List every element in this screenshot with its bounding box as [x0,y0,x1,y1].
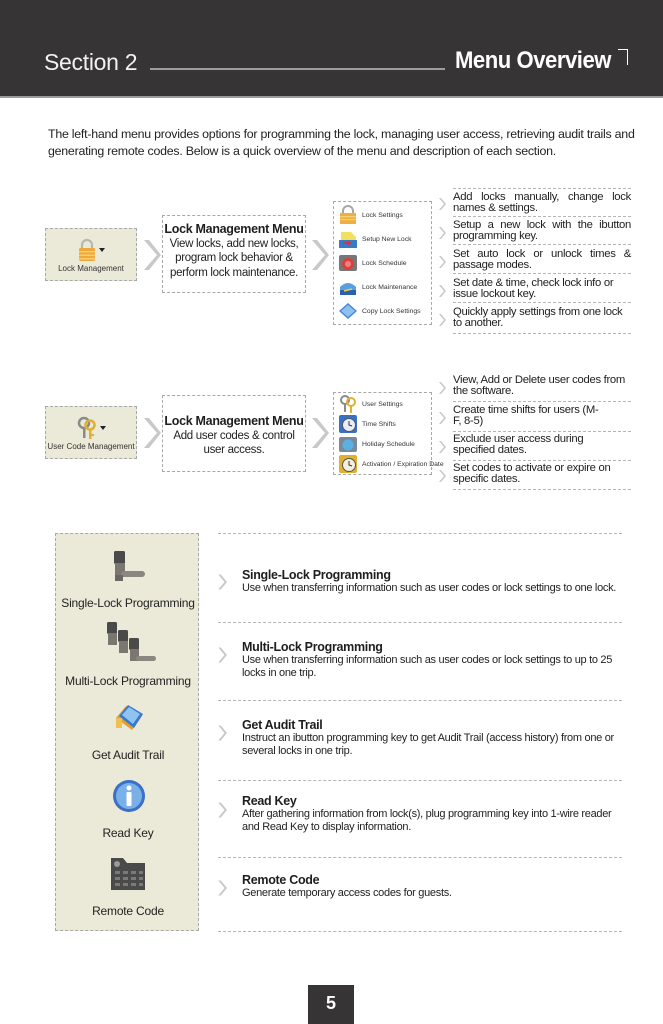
chevron-right-icon [141,416,163,450]
page-header [0,0,663,98]
menu-card-desc: Add user codes & control user access. [173,429,295,456]
info-icon [111,778,147,814]
lock-management-menu-card [162,215,306,293]
chevron-right-icon [141,238,163,272]
divider [218,931,622,932]
lock-management-submenu [333,201,432,325]
padlock-icon [78,238,96,262]
detail-get-audit-trail: Get Audit Trail Instruct an ibutton programming key to get Audit Trail (access history) from one or several locks in one trip. [242,718,614,757]
dropdown-arrow-icon [99,248,105,252]
chevron-right-icon [217,801,227,819]
detail-read-key: Read Key After gathering information from lock(s), plug programming key into 1-wire reader and Read Key to display information. [242,794,612,833]
schedule-icon [338,253,358,273]
submenu-item-lock-settings[interactable]: Lock Settings [338,205,403,225]
desc-lock-maintenance: Set date & time, check lock info or issue lockout key. [453,278,631,303]
activation-clock-icon [338,454,358,474]
divider [218,700,622,701]
header-rule [150,68,445,70]
user-code-submenu [333,392,444,475]
single-lock-icon [109,548,149,588]
chevron-right-icon [438,197,446,211]
desc-setup-new-lock: Setup a new lock with the ibutton programming key. [453,220,631,245]
chevron-right-icon [438,381,446,395]
user-code-management-button[interactable] [45,406,137,459]
desc-activation-expiration: Set codes to activate or expire on specific dates. [453,463,631,490]
main-menu-item-multi-lock-programming[interactable]: Multi-Lock Programming [56,620,200,692]
chevron-right-icon [217,646,227,664]
audit-trail-icon [112,702,146,736]
detail-multi-lock-programming: Multi-Lock Programming Use when transferring information such as user codes or lock settings to up to 25 locks in one trip. [242,640,613,679]
submenu-item-setup-new-lock[interactable]: Setup New Lock [338,229,412,249]
submenu-item-time-shifts[interactable]: Time Shifts [338,414,396,434]
divider [218,780,622,781]
lock-management-button[interactable] [45,228,137,281]
keys-icon [338,394,358,414]
main-menu-panel [55,533,199,931]
chevron-right-icon [438,440,446,454]
chevron-right-icon [217,573,227,591]
chevron-right-icon [217,724,227,742]
detail-remote-code: Remote Code Generate temporary access codes for guests. [242,873,452,899]
page-number: 5 [308,985,354,1024]
submenu-item-activation-expiration-date[interactable]: Activation / Expiration Date [338,454,444,474]
copy-icon [338,301,358,321]
intro-paragraph: The left-hand menu provides options for programming the lock, managing user access, retrieving audit trails and generating remote codes. Below is a quick overview of the menu and description of each section. [48,127,635,158]
padlock-icon [338,205,358,225]
divider [218,857,622,858]
page-title: Menu Overview [455,47,611,74]
menu-card-title: Lock Management Menu [164,222,304,236]
desc-holiday-schedule: Exclude user access during specified dates. [453,434,631,461]
chevron-right-icon [438,284,446,298]
multi-lock-icon [104,620,158,668]
setup-lock-icon [338,229,358,249]
keypad-icon [109,856,147,892]
holiday-icon [338,434,358,454]
desc-copy-lock-settings: Quickly apply settings from one lock to another. [453,307,631,334]
lock-management-label: Lock Management [58,264,124,273]
menu-card-desc: View locks, add new locks, program lock behavior & perform lock maintenance. [169,237,299,279]
title-corner-mark [618,49,628,65]
chevron-right-icon [438,469,446,483]
desc-lock-schedule: Set auto lock or unlock times & passage modes. [453,249,631,274]
menu-card-title: Lock Management Menu [164,414,304,428]
submenu-item-user-settings[interactable]: User Settings [338,394,403,414]
divider [218,622,622,623]
section-label: Section 2 [44,49,138,75]
desc-lock-settings: Add locks manually, change lock names & settings. [453,192,631,217]
main-menu-item-read-key[interactable]: Read Key [56,778,200,850]
chevron-right-icon [309,238,331,272]
main-menu-item-single-lock-programming[interactable]: Single-Lock Programming [56,544,200,614]
divider [218,533,622,534]
chevron-right-icon [438,255,446,269]
dropdown-arrow-icon [100,426,106,430]
user-code-menu-card [162,395,306,472]
submenu-item-lock-schedule[interactable]: Lock Schedule [338,253,407,273]
desc-time-shifts: Create time shifts for users (M-F, 8-5) [453,405,631,432]
submenu-item-holiday-schedule[interactable]: Holiday Schedule [338,434,415,454]
detail-single-lock-programming: Single-Lock Programming Use when transferring information such as user codes or lock settings to one lock. [242,568,617,594]
chevron-right-icon [438,313,446,327]
chevron-right-icon [438,226,446,240]
main-menu-item-get-audit-trail[interactable]: Get Audit Trail [56,700,200,772]
chevron-right-icon [309,416,331,450]
desc-user-settings: View, Add or Delete user codes from the software. [453,375,631,402]
maintenance-icon [338,277,358,297]
submenu-item-lock-maintenance[interactable]: Lock Maintenance [338,277,417,297]
keys-icon [77,416,97,440]
submenu-item-copy-lock-settings[interactable]: Copy Lock Settings [338,301,421,321]
clock-icon [338,414,358,434]
chevron-right-icon [217,879,227,897]
divider [453,188,631,189]
chevron-right-icon [438,411,446,425]
main-menu-item-remote-code[interactable]: Remote Code [56,854,200,928]
user-code-management-label: User Code Management [47,442,135,451]
